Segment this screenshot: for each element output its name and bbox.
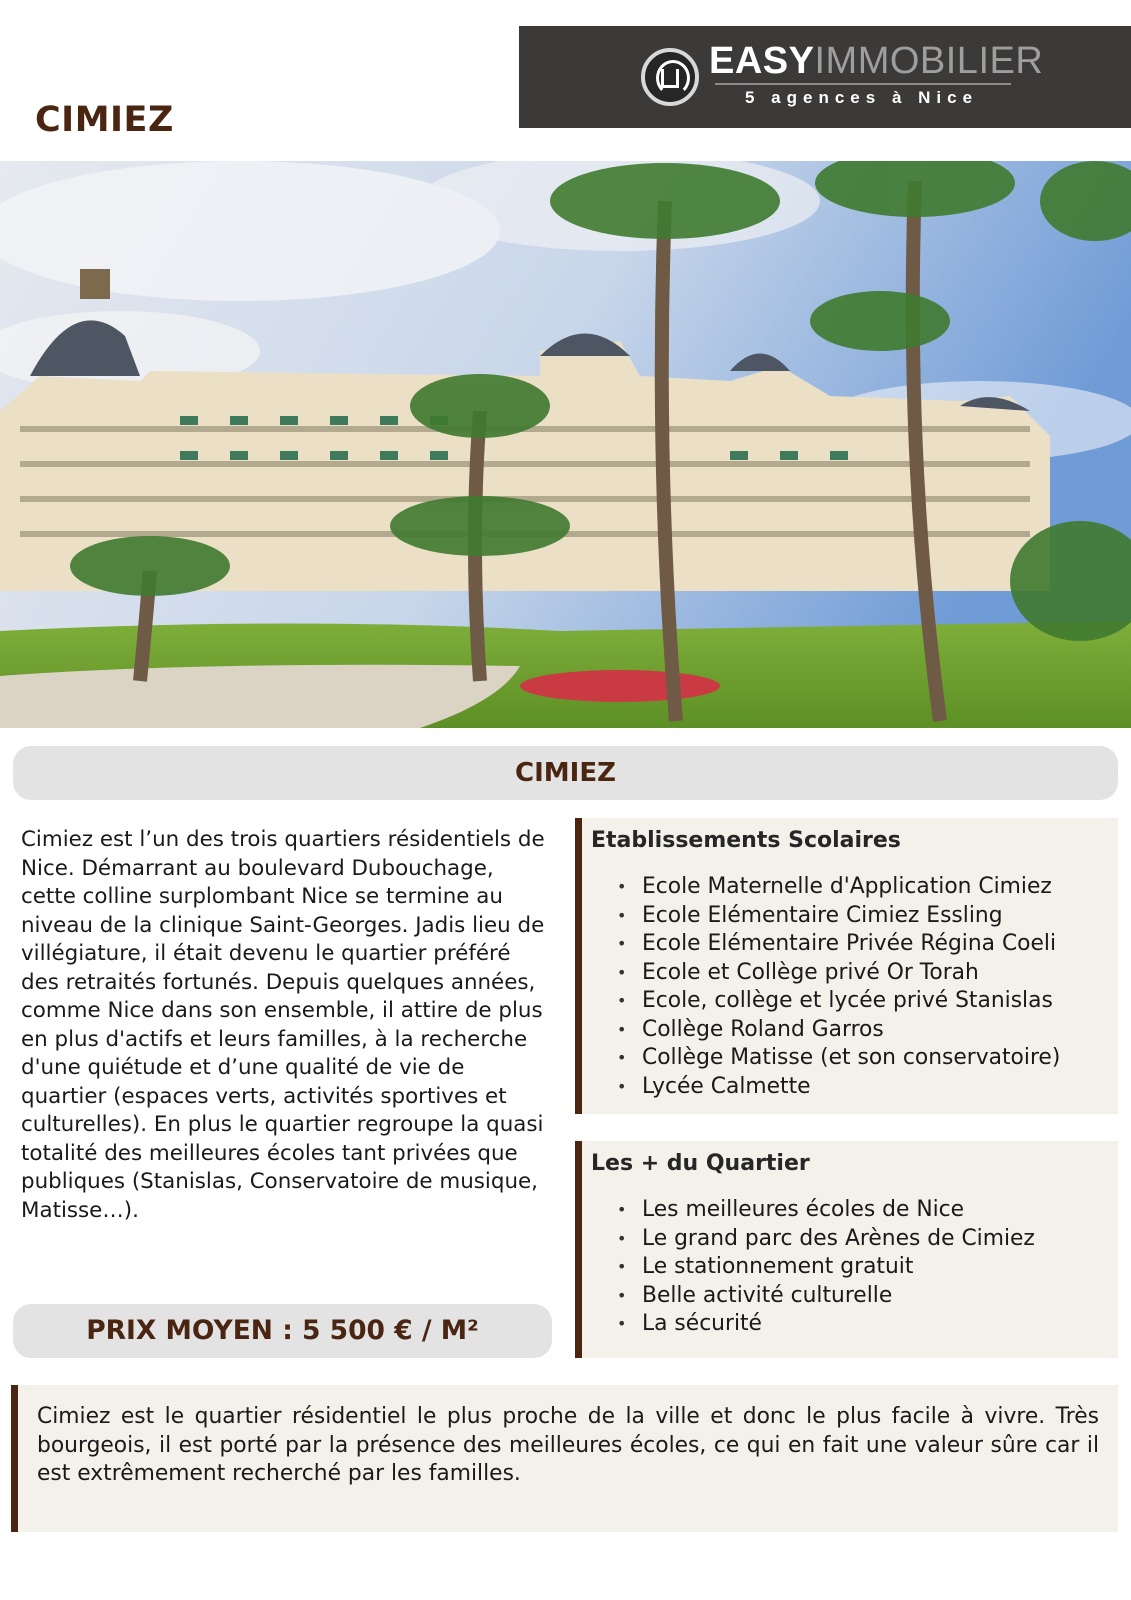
brand-name [709, 42, 1043, 80]
neighborhood-advantages-box [575, 1141, 1118, 1358]
school-item: • Ecole Elémentaire Privée Régina Coeli [591, 930, 1118, 959]
school-item: • Ecole Maternelle d'Application Cimiez [591, 873, 1118, 902]
advantage-item: • Le stationnement gratuit [591, 1253, 1118, 1282]
school-item: • Ecole et Collège privé Or Torah [591, 959, 1118, 988]
school-item: • Collège Roland Garros [591, 1016, 1118, 1045]
neighborhood-photo [0, 161, 1131, 728]
house-logo-icon [641, 48, 699, 106]
schools-list [591, 873, 1118, 1101]
advantages-list [591, 1196, 1118, 1339]
section-title: CIMIEZ [13, 746, 1118, 800]
advantage-item: • Belle activité culturelle [591, 1282, 1118, 1311]
advantages-title: Les + du Quartier [591, 1151, 810, 1176]
schools-title: Etablissements Scolaires [591, 828, 901, 853]
advantage-item: • Les meilleures écoles de Nice [591, 1196, 1118, 1225]
schools-box [575, 818, 1118, 1114]
brand-logo[interactable] [519, 26, 1131, 128]
school-item: • Ecole Elémentaire Cimiez Essling [591, 902, 1118, 931]
brand-name-bold: EASY [709, 40, 815, 82]
conclusion-box: Cimiez est le quartier résidentiel le plus proche de la ville et donc le plus facile à vivre. Très bourgeois, il est porté par la présence des meilleures écoles, ce qui en fait une valeur sûre car il est extrêmement recherché par les familles. [11, 1385, 1118, 1532]
advantage-item: • Le grand parc des Arènes de Cimiez [591, 1225, 1118, 1254]
school-item: • Ecole, collège et lycée privé Stanislas [591, 987, 1118, 1016]
average-price: PRIX MOYEN : 5 500 € / M² [13, 1304, 552, 1358]
school-item: • Collège Matisse (et son conservatoire) [591, 1044, 1118, 1073]
advantage-item: • La sécurité [591, 1310, 1118, 1339]
school-item: • Lycée Calmette [591, 1073, 1118, 1102]
page-title: CIMIEZ [35, 100, 174, 140]
brand-name-light: IMMOBILIER [814, 40, 1044, 82]
intro-paragraph: Cimiez est l’un des trois quartiers résidentiels de Nice. Démarrant au boulevard Dubouchage, cette colline surplombant Nice se termine au niveau de la clinique Saint-Georges. Jadis lieu de villégiature, il était devenu le quartier préféré des retraités fortunés. Depuis quelques années, comme Nice dans son ensemble, il attire de plus en plus d'actifs et leurs familles, à la recherche d'une quiétude et d’une qualité de vie de quartier (espaces verts, activités sportives et culturelles). En plus le quartier regroupe la quasi totalité des meilleures écoles tant privées que publiques (Stanislas, Conservatoire de musique, Matisse…). [21, 827, 545, 1223]
logo-divider [715, 83, 1011, 85]
brand-tagline: 5 agences à Nice [745, 88, 979, 107]
